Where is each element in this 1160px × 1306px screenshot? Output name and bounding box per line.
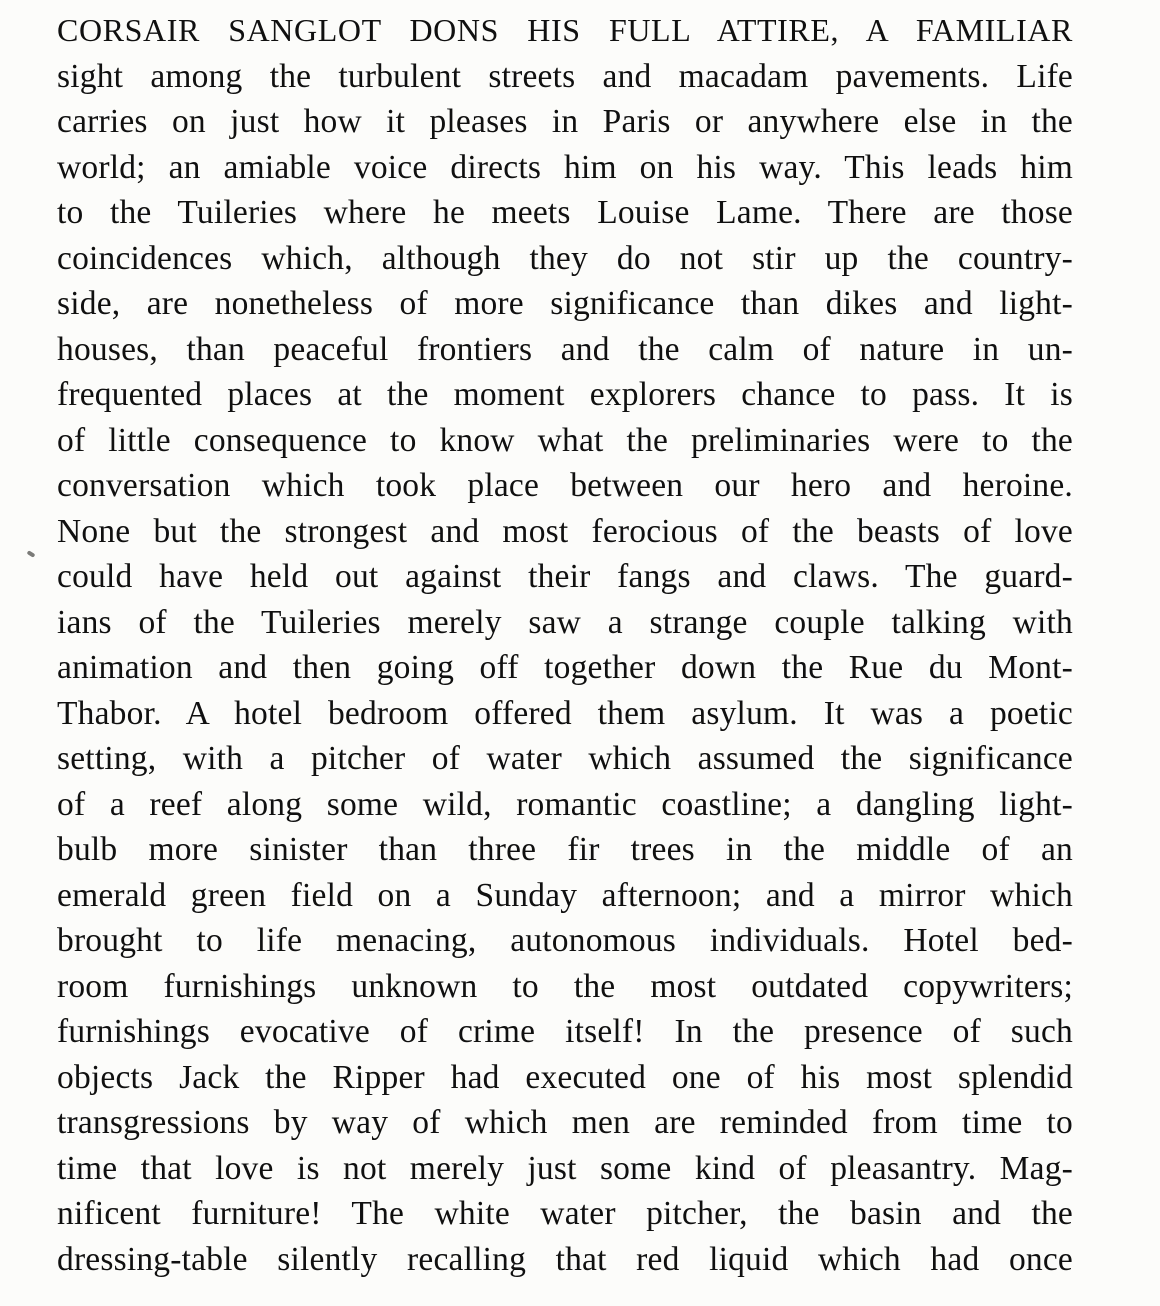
body-text-line: brought to life menacing, autonomous individuals. Hotel bed- — [57, 922, 1073, 959]
body-text-line: conversation which took place between our hero and heroine. — [57, 467, 1073, 504]
body-text-line: dressing-table silently recalling that red liquid which had once — [57, 1240, 1073, 1278]
body-text-line: None but the strongest and most ferocious of the beasts of love — [57, 512, 1073, 550]
body-text-line: houses, than peaceful frontiers and the calm of nature in un- — [57, 330, 1073, 368]
body-text-line: carries on just how it pleases in Paris or anywhere else in the — [57, 103, 1073, 140]
body-lines-container — [57, 54, 1073, 1283]
body-text-line: emerald green field on a Sunday afternoon; and a mirror which — [57, 876, 1073, 914]
body-text-line: ians of the Tuileries merely saw a strange couple talking with — [57, 603, 1073, 641]
body-text-line: of little consequence to know what the preliminaries were to the — [57, 421, 1073, 459]
body-text-line: room furnishings unknown to the most outdated copywriters; — [57, 967, 1073, 1005]
body-text-line: to the Tuileries where he meets Louise Lame. There are those — [57, 194, 1073, 231]
body-text-line: Thabor. A hotel bedroom offered them asylum. It was a poetic — [57, 694, 1073, 732]
body-text-line: could have held out against their fangs and claws. The guard- — [57, 558, 1073, 595]
body-text-line: side, are nonetheless of more significance than dikes and light- — [57, 285, 1073, 322]
body-text-line: nificent furniture! The white water pitcher, the basin and the — [57, 1195, 1073, 1232]
body-text-line: animation and then going off together down the Rue du Mont- — [57, 649, 1073, 686]
body-text-line: transgressions by way of which men are reminded from time to — [57, 1104, 1073, 1141]
body-text-line: objects Jack the Ripper had executed one of his most splendid — [57, 1058, 1073, 1096]
scan-speck-artifact — [27, 550, 36, 558]
body-text-line: sight among the turbulent streets and macadam pavements. Life — [57, 57, 1073, 95]
body-text-line: furnishings evocative of crime itself! In the presence of such — [57, 1013, 1073, 1050]
paragraph-text-block — [57, 8, 1073, 1282]
body-text-line: bulb more sinister than three fir trees in the middle of an — [57, 831, 1073, 868]
body-text-line: world; an amiable voice directs him on his way. This leads him — [57, 148, 1073, 186]
body-text-line: time that love is not merely just some kind of pleasantry. Mag- — [57, 1149, 1073, 1187]
opening-caps-line: CORSAIR SANGLOT DONS HIS FULL ATTIRE, A FAMILIAR — [57, 12, 1073, 48]
body-text-line: frequented places at the moment explorers chance to pass. It is — [57, 376, 1073, 413]
body-text-line: of a reef along some wild, romantic coastline; a dangling light- — [57, 785, 1073, 823]
body-text-line: coincidences which, although they do not stir up the country- — [57, 239, 1073, 277]
body-text-line: setting, with a pitcher of water which assumed the significance — [57, 740, 1073, 777]
